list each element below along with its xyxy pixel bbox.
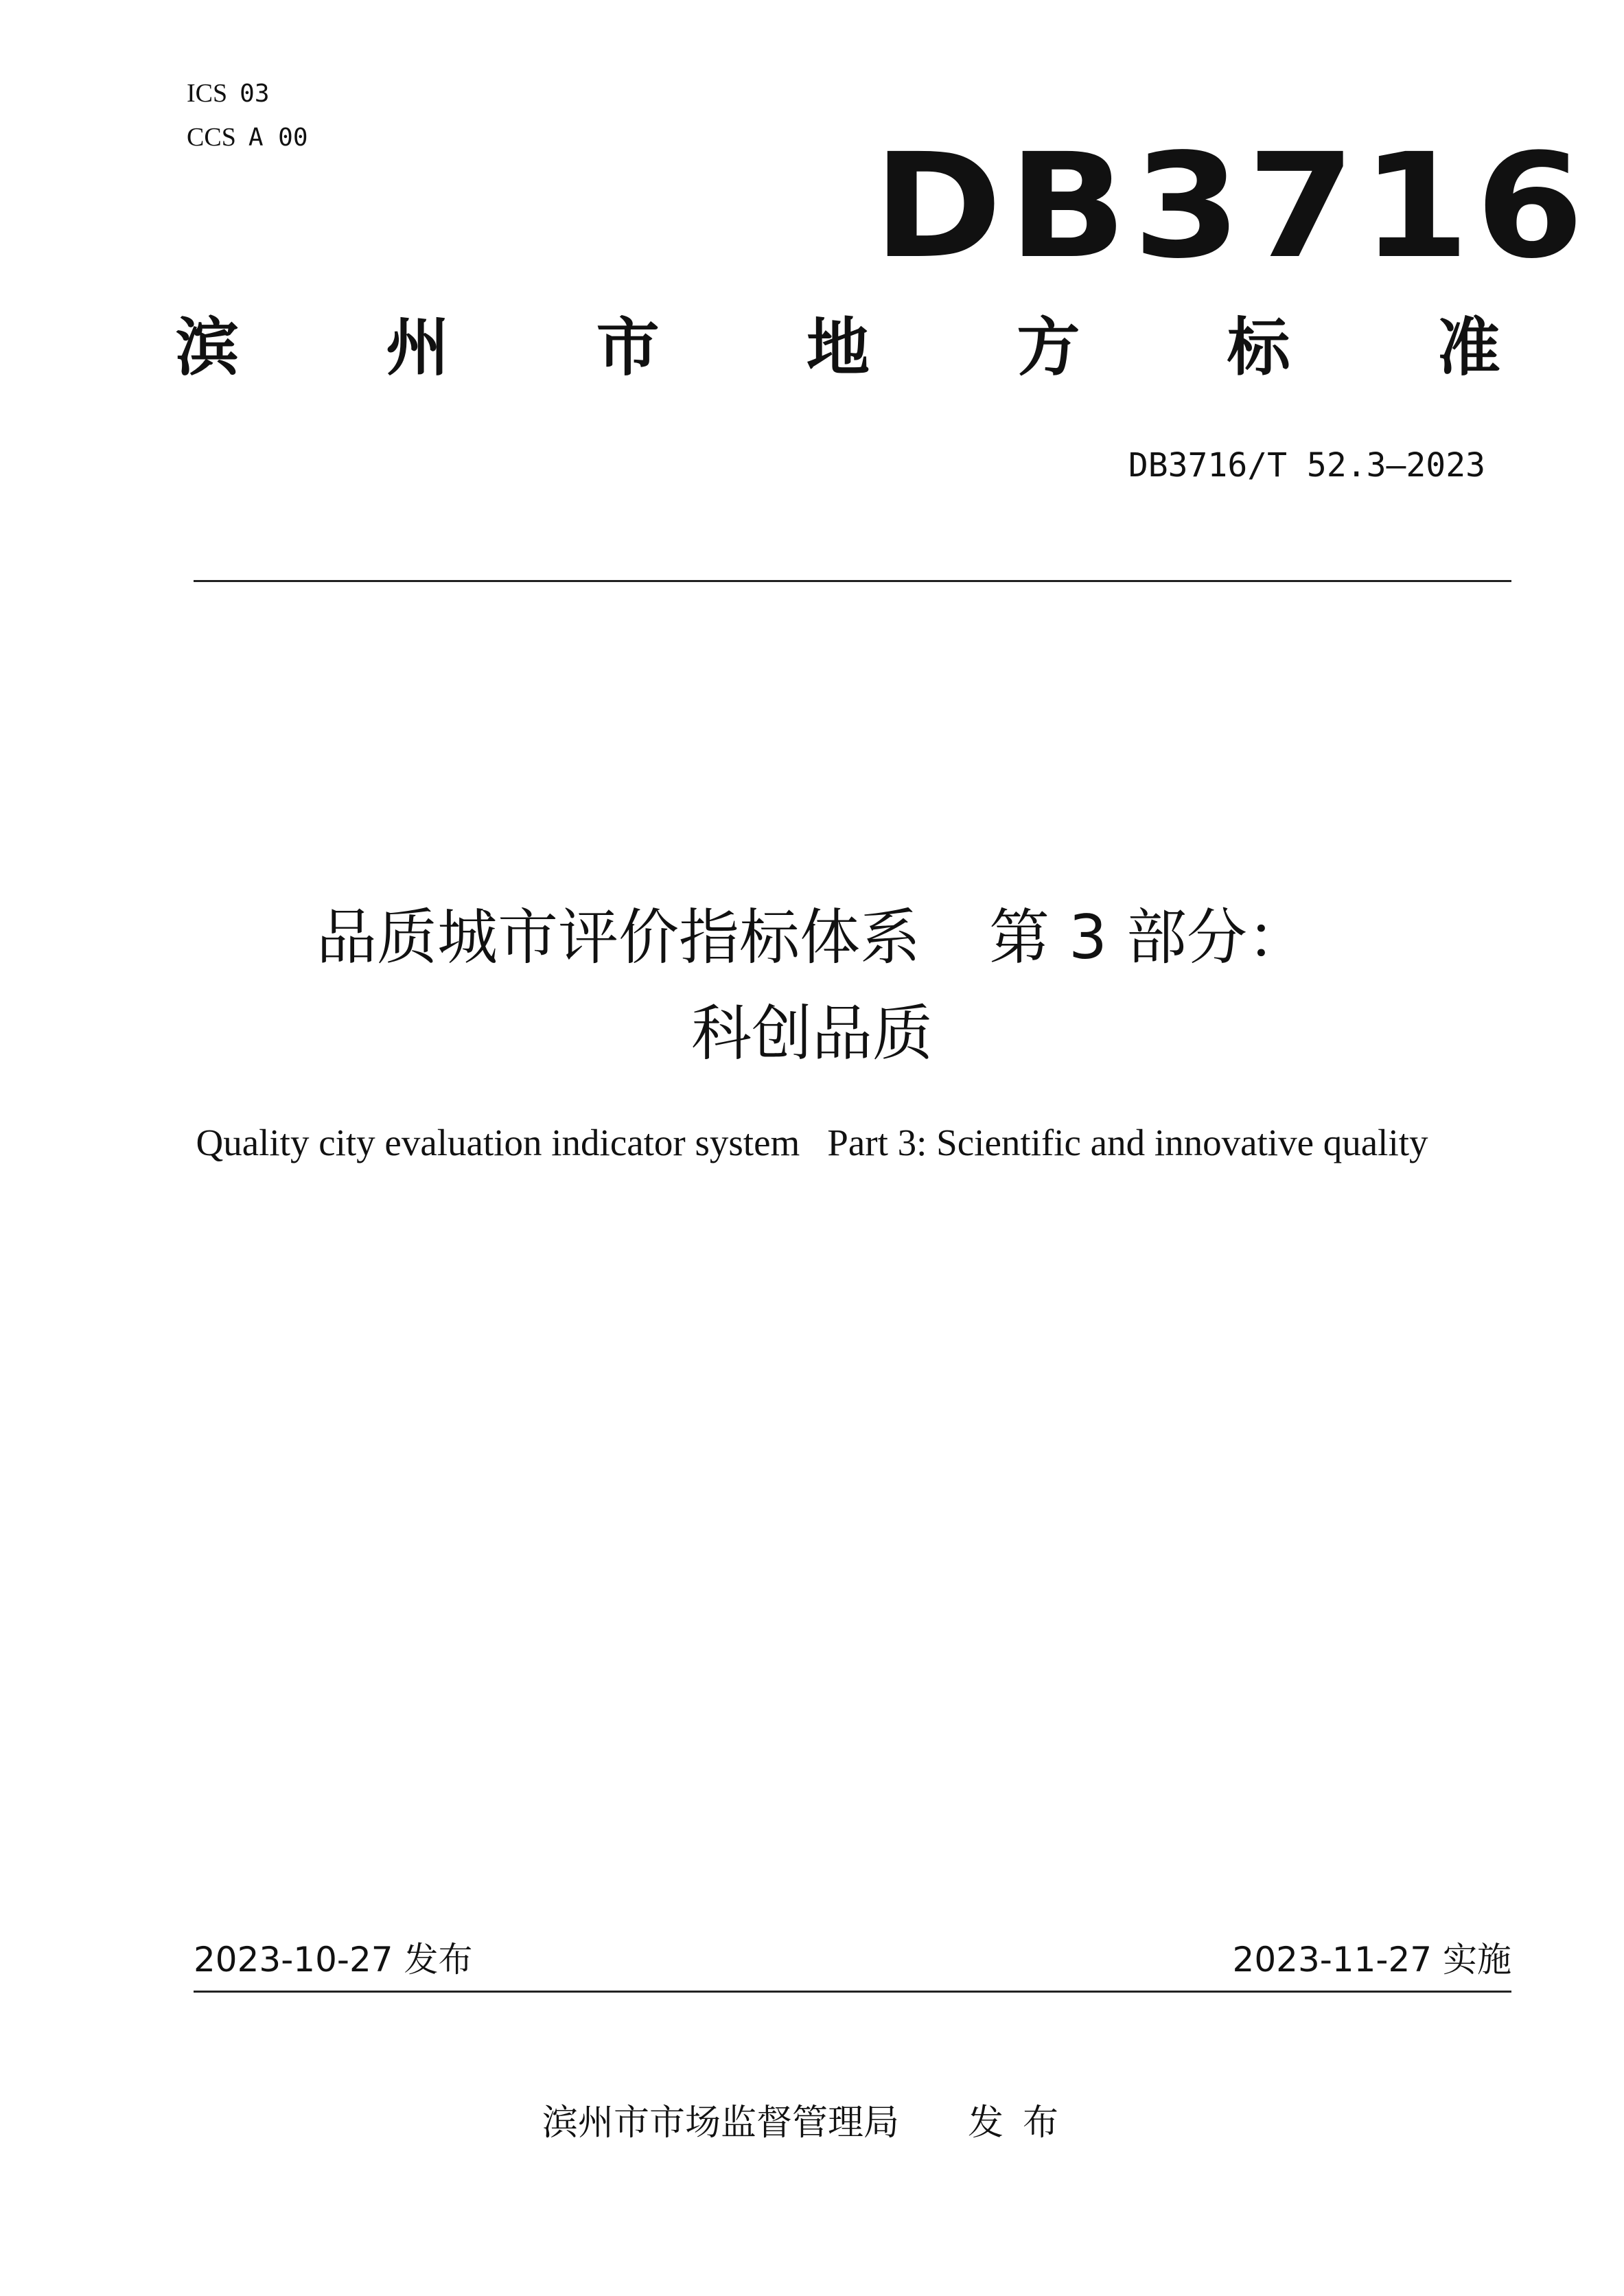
publisher-action: 发布 bbox=[968, 2102, 1078, 2144]
title-cn-line2: 科创品质 bbox=[691, 998, 933, 1069]
document-title-en bbox=[126, 1119, 1498, 1167]
ics-code bbox=[187, 77, 270, 111]
standard-type-char: 地 bbox=[806, 311, 870, 384]
standard-type-char: 标 bbox=[1227, 311, 1290, 384]
title-cn-part: 第 3 部分： bbox=[989, 902, 1308, 973]
ics-value: 03 bbox=[240, 80, 270, 108]
standard-type-char: 方 bbox=[1017, 311, 1080, 384]
publisher-line bbox=[124, 2099, 1496, 2147]
bottom-divider bbox=[194, 1991, 1511, 1993]
standard-type-char: 滨 bbox=[176, 311, 240, 384]
standard-number: DB3716/T 52.3—2023 bbox=[1128, 446, 1485, 485]
top-divider bbox=[194, 580, 1511, 582]
ccs-label: CCS bbox=[187, 123, 236, 152]
db-logo: DB3716 bbox=[873, 122, 1590, 290]
ics-label: ICS bbox=[187, 79, 228, 108]
title-cn-main: 品质城市评价指标体系 bbox=[316, 902, 921, 973]
standard-type-char: 州 bbox=[386, 311, 450, 384]
implementation-date: 2023-11-27 实施 bbox=[1232, 1940, 1511, 1980]
release-date: 2023-10-27 发布 bbox=[194, 1940, 473, 1980]
title-cn-line1 bbox=[126, 890, 1498, 986]
ccs-code bbox=[187, 121, 308, 154]
document-title-cn bbox=[126, 890, 1498, 1082]
title-en-main: Quality city evaluation indicator system bbox=[196, 1122, 800, 1163]
standard-type-char: 准 bbox=[1437, 311, 1500, 384]
standard-type-heading bbox=[176, 310, 1500, 386]
standard-type-char: 市 bbox=[596, 311, 660, 384]
ccs-value: A 00 bbox=[248, 124, 308, 152]
title-en-part: Part 3: Scientific and innovative quality bbox=[827, 1122, 1428, 1163]
publisher-name: 滨州市市场监督管理局 bbox=[542, 2102, 899, 2144]
